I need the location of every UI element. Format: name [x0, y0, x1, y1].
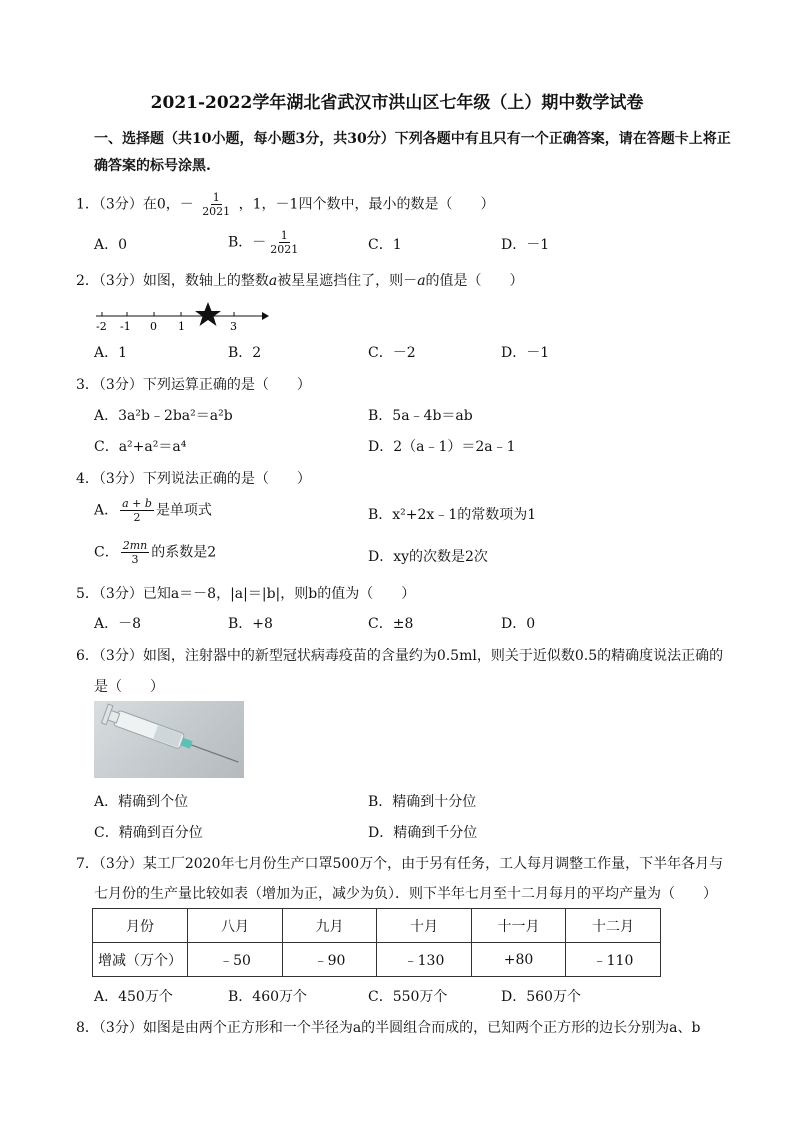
- question-7-line2: 七月份的生产量比较如表（增加为正，减少为负）．则下半年七月至十二月每月的平均产量为（ ）: [94, 886, 717, 902]
- section-heading-line1: 一、选择题（共10小题，每小题3分，共30分）下列各题中有且只有一个正确答案，请在答题卡上将正: [94, 131, 731, 147]
- table-cell: ﹣90: [283, 943, 377, 977]
- q2-option-a: A．1: [94, 345, 128, 361]
- q4-a-num: a + b: [122, 497, 152, 510]
- q2-var2: a: [417, 273, 426, 289]
- q4-c-post: 的系数是2: [151, 544, 217, 561]
- table-row: [93, 943, 661, 977]
- q7-option-a: A．450万个: [94, 989, 173, 1005]
- q3-option-d: D．2（a﹣1）＝2a﹣1: [368, 439, 516, 455]
- question-6-line1: 6．（3分）如图，注射器中的新型冠状病毒疫苗的含量约为0.5ml，则关于近似数0.5的精确度说法正确的: [76, 648, 724, 664]
- production-table: [92, 908, 661, 977]
- q4-a-post: 是单项式: [155, 502, 212, 519]
- q1-option-d: D．－1: [501, 237, 550, 253]
- q1-option-a: A．0: [94, 237, 128, 253]
- q2-stem-post: 的值是（ ）: [425, 273, 524, 289]
- question-7-line1: 7．（3分）某工厂2020年七月份生产口罩500万个，由于另有任务，工人每月调整工作量，下半年各月与: [76, 856, 724, 872]
- q4-c-fraction: [121, 539, 150, 566]
- syringe-image: [94, 701, 244, 778]
- q1-stem-pre: 1．（3分）在0，－: [76, 196, 194, 213]
- section-heading-line2: 确答案的标号涂黑.: [94, 158, 211, 174]
- q2-var: a: [268, 273, 278, 289]
- table-cell: ﹣110: [566, 943, 661, 977]
- q4-c-den: 3: [131, 553, 139, 566]
- question-1: [76, 191, 494, 218]
- table-cell: 增减（万个）: [93, 943, 188, 977]
- q1-b-den: 2021: [270, 243, 299, 256]
- q1-option-c: C．1: [368, 237, 402, 253]
- q1-option-b-fraction: [268, 229, 300, 256]
- q3-option-c: C．a²+a²＝a⁴: [94, 439, 187, 455]
- question-6-line2: 是（ ）: [94, 679, 164, 695]
- q4-c-pre: C．: [94, 544, 119, 561]
- table-cell: ﹣130: [377, 943, 472, 977]
- q1-b-num: 1: [280, 229, 288, 242]
- syringe-drawing: [94, 701, 244, 778]
- table-header-cell: 八月: [188, 909, 283, 943]
- q7-option-d: D．560万个: [501, 989, 581, 1005]
- number-line-figure: [94, 302, 274, 336]
- q4-option-d: D．xy的次数是2次: [368, 549, 488, 565]
- q4-a-den: 2: [133, 511, 141, 524]
- q4-c-num: 2mn: [122, 539, 148, 552]
- q6-option-c: C．精确到百分位: [94, 825, 203, 841]
- q1-frac-num: 1: [212, 191, 220, 204]
- q4-option-c: [94, 539, 216, 566]
- q6-option-d: D．精确到千分位: [368, 825, 478, 841]
- table-header-cell: 九月: [283, 909, 377, 943]
- q1-frac-den: 2021: [202, 205, 231, 218]
- q6-option-b: B．精确到十分位: [368, 794, 477, 810]
- table-cell: ﹣50: [188, 943, 283, 977]
- q2-option-c: C．－2: [368, 345, 416, 361]
- question-5: 5．（3分）已知a＝－8，|a|＝|b|，则b的值为（ ）: [76, 586, 416, 602]
- table-header-cell: 月份: [93, 909, 188, 943]
- q4-a-fraction: [120, 497, 154, 524]
- q1-stem-post: ，1，－1四个数中，最小的数是（ ）: [238, 196, 495, 213]
- question-8: 8．（3分）如图是由两个正方形和一个半径为a的半圆组合而成的，已知两个正方形的边长分别为a、b: [76, 1020, 701, 1036]
- tick-label-0: 0: [150, 320, 157, 333]
- q7-option-c: C．550万个: [368, 989, 448, 1005]
- tick-label-neg2: -2: [96, 320, 107, 333]
- star-icon: [195, 302, 221, 326]
- table-header-row: [93, 909, 661, 943]
- q2-stem-mid: 被星星遮挡住了，则－: [277, 273, 418, 289]
- number-line-arrow: [262, 312, 269, 320]
- question-3: 3．（3分）下列运算正确的是（ ）: [76, 377, 311, 393]
- table-header-cell: 十一月: [472, 909, 566, 943]
- q1-option-b-pre: B．－: [228, 234, 267, 251]
- q1-fraction: [200, 191, 232, 218]
- q7-option-b: B．460万个: [228, 989, 308, 1005]
- q1-option-b: [228, 229, 302, 256]
- q3-option-b: B．5a﹣4b＝ab: [368, 408, 473, 424]
- table-cell: +80: [472, 943, 566, 977]
- question-2: [76, 270, 524, 290]
- q6-option-a: A．精确到个位: [94, 794, 189, 810]
- exam-title: 2021-2022学年湖北省武汉市洪山区七年级（上）期中数学试卷: [150, 93, 644, 113]
- tick-label-3: 3: [230, 320, 237, 333]
- q4-option-b: B．x²+2x﹣1的常数项为1: [368, 507, 537, 523]
- q5-option-a: A．－8: [94, 616, 142, 632]
- q5-option-d: D．0: [501, 616, 536, 632]
- q3-option-a: A．3a²b﹣2ba²＝a²b: [94, 408, 233, 424]
- q2-stem-pre: 2．（3分）如图，数轴上的整数: [76, 273, 269, 289]
- table-header-cell: 十月: [377, 909, 472, 943]
- question-4: 4．（3分）下列说法正确的是（ ）: [76, 471, 311, 487]
- q4-option-a: [94, 497, 212, 524]
- table-header-cell: 十二月: [566, 909, 661, 943]
- q5-option-b: B．+8: [228, 616, 273, 632]
- q4-a-pre: A．: [94, 502, 119, 519]
- q5-option-c: C．±8: [368, 616, 414, 632]
- q2-option-d: D．－1: [501, 345, 550, 361]
- tick-label-1: 1: [178, 320, 185, 333]
- q2-option-b: B．2: [228, 345, 262, 361]
- tick-label-neg1: -1: [120, 320, 131, 333]
